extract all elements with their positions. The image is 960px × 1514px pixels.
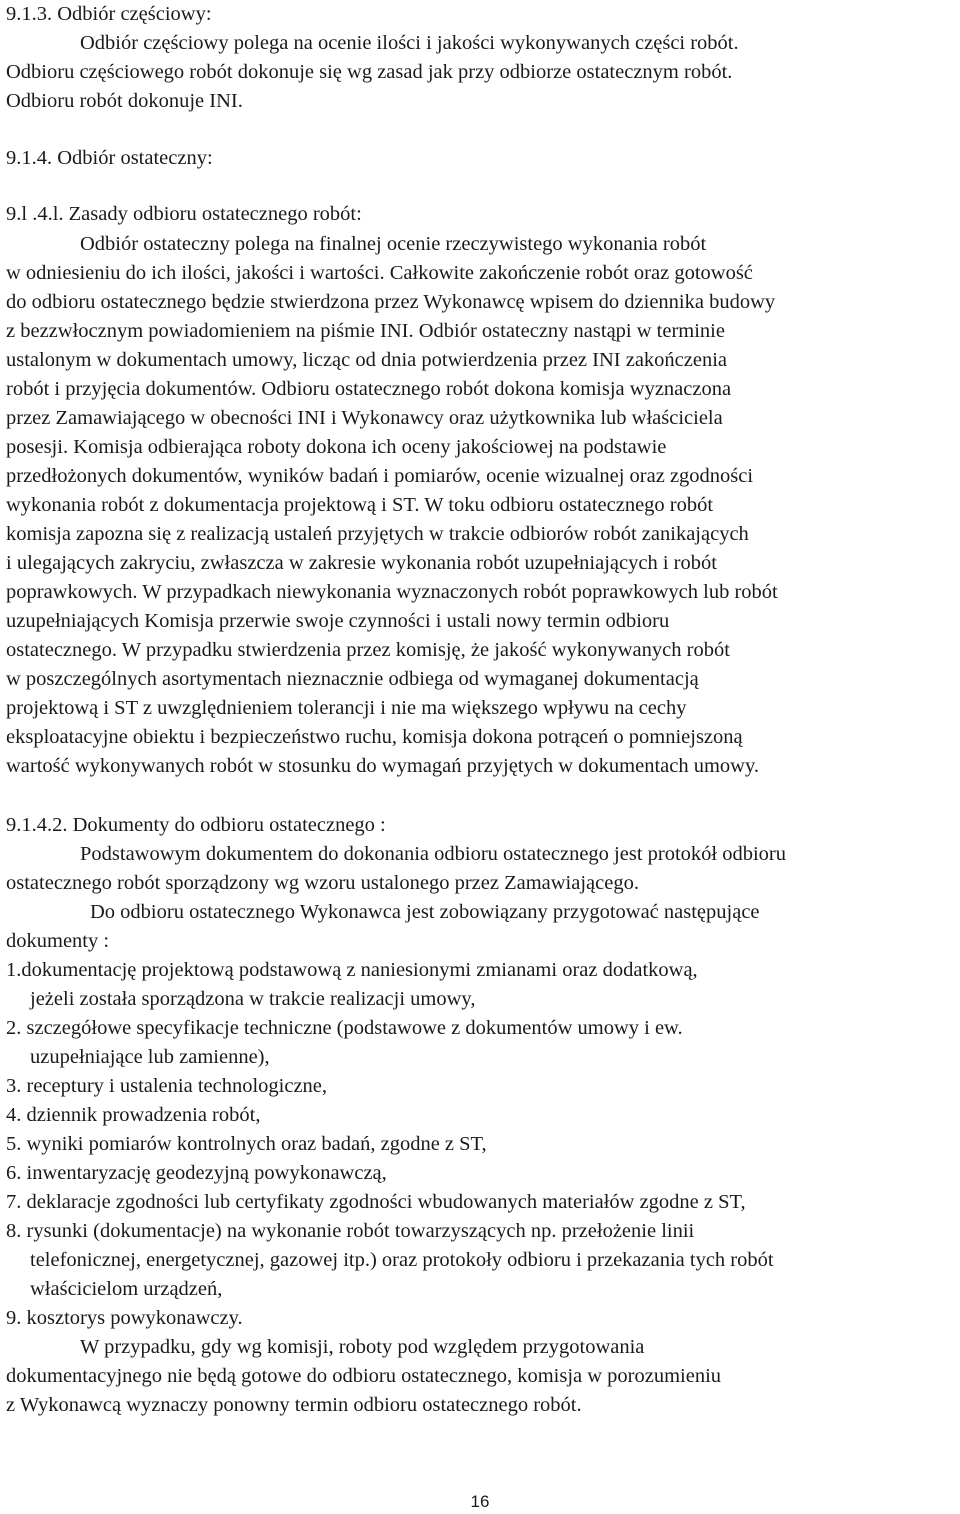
list-item: 2. szczegółowe specyfikacje techniczne (podstawowe z dokumentów umowy i ew. — [6, 1017, 683, 1039]
list-item: 1.dokumentację projektową podstawową z naniesionymi zmianami oraz dodatkową, — [6, 959, 698, 981]
paragraph-line: robót i przyjęcia dokumentów. Odbioru ostatecznego robót dokona komisja wyznaczona — [6, 378, 732, 400]
list-item-continuation: telefonicznej, energetycznej, gazowej itp.) oraz protokoły odbioru i przekazania tych robót — [30, 1249, 774, 1271]
paragraph-line: i ulegających zakryciu, zwłaszcza w zakresie wykonania robót uzupełniających i robót — [6, 552, 717, 574]
list-item-continuation: jeżeli została sporządzona w trakcie realizacji umowy, — [30, 988, 476, 1010]
paragraph-line: w poszczególnych asortymentach nieznacznie odbiega od wymaganej dokumentacją — [6, 668, 699, 690]
paragraph-line: projektową i ST z uwzględnieniem tolerancji i nie ma większego wpływu na cechy — [6, 697, 687, 719]
paragraph-line: ostatecznego. W przypadku stwierdzenia przez komisję, że jakość wykonywanych robót — [6, 639, 730, 661]
paragraph-line: uzupełniających Komisja przerwie swoje czynności i ustali nowy termin odbioru — [6, 610, 670, 632]
paragraph-line: posesji. Komisja odbierająca roboty dokona ich oceny jakościowej na podstawie — [6, 436, 667, 458]
paragraph-line: przedłożonych dokumentów, wyników badań i pomiarów, ocenie wizualnej oraz zgodności — [6, 465, 754, 487]
paragraph-line: ostatecznego robót sporządzony wg wzoru ustalonego przez Zamawiającego. — [6, 872, 639, 894]
paragraph-line: komisja zapozna się z realizacją ustaleń przyjętych w trakcie odbiorów robót zanikających — [6, 523, 749, 545]
paragraph-line: dokumenty : — [6, 930, 110, 952]
paragraph-line: ustalonym w dokumentach umowy, licząc od dnia potwierdzenia przez INI zakończenia — [6, 349, 728, 371]
list-item: 3. receptury i ustalenia technologiczne, — [6, 1075, 328, 1097]
paragraph-line: wykonania robót z dokumentacja projektową i ST. W toku odbioru ostatecznego robót — [6, 494, 714, 516]
paragraph-line: z bezzwłocznym powiadomieniem na piśmie INI. Odbiór ostateczny nastąpi w terminie — [6, 320, 725, 342]
paragraph-line: z Wykonawcą wyznaczy ponowny termin odbioru ostatecznego robót. — [6, 1394, 582, 1416]
list-item: 5. wyniki pomiarów kontrolnych oraz badań, zgodne z ST, — [6, 1133, 487, 1155]
page-number: 16 — [470, 1492, 490, 1511]
paragraph-line: W przypadku, gdy wg komisji, roboty pod względem przygotowania — [80, 1336, 645, 1358]
paragraph-line: poprawkowych. W przypadkach niewykonania wyznaczonych robót poprawkowych lub robót — [6, 581, 778, 603]
section-heading-9-1-4-2: 9.1.4.2. Dokumenty do odbioru ostatecznego : — [6, 814, 386, 836]
paragraph-line: przez Zamawiającego w obecności INI i Wykonawcy oraz użytkownika lub właściciela — [6, 407, 723, 429]
paragraph-line: wartość wykonywanych robót w stosunku do wymagań przyjętych w dokumentach umowy. — [6, 755, 760, 777]
paragraph-line: do odbioru ostatecznego będzie stwierdzona przez Wykonawcę wpisem do dziennika budowy — [6, 291, 776, 313]
paragraph-line: Odbiór częściowy polega na ocenie ilości i jakości wykonywanych części robót. — [80, 32, 739, 54]
paragraph-line: Podstawowym dokumentem do dokonania odbioru ostatecznego jest protokół odbioru — [80, 843, 786, 865]
list-item: 9. kosztorys powykonawczy. — [6, 1307, 243, 1329]
list-item: 8. rysunki (dokumentacje) na wykonanie robót towarzyszących np. przełożenie linii — [6, 1220, 695, 1242]
paragraph-line: Odbioru częściowego robót dokonuje się wg zasad jak przy odbiorze ostatecznym robót. — [6, 61, 733, 83]
list-item: 7. deklaracje zgodności lub certyfikaty zgodności wbudowanych materiałów zgodne z ST, — [6, 1191, 746, 1213]
paragraph-line: w odniesieniu do ich ilości, jakości i wartości. Całkowite zakończenie robót oraz gotowość — [6, 262, 753, 284]
paragraph-line: dokumentacyjnego nie będą gotowe do odbioru ostatecznego, komisja w porozumieniu — [6, 1365, 722, 1387]
section-heading-9-1-3: 9.1.3. Odbiór częściowy: — [6, 3, 212, 25]
paragraph-line: Do odbioru ostatecznego Wykonawca jest zobowiązany przygotować następujące — [90, 901, 760, 923]
list-item-continuation: uzupełniające lub zamienne), — [30, 1046, 270, 1068]
list-item-continuation: właścicielom urządzeń, — [30, 1278, 223, 1300]
paragraph-line: eksploatacyjne obiektu i bezpieczeństwo ruchu, komisja dokona potrąceń o pomniejszoną — [6, 726, 743, 748]
list-item: 6. inwentaryzację geodezyjną powykonawczą, — [6, 1162, 387, 1184]
paragraph-line: Odbioru robót dokonuje INI. — [6, 90, 243, 112]
section-heading-9-1-4: 9.1.4. Odbiór ostateczny: — [6, 147, 213, 169]
list-item: 4. dziennik prowadzenia robót, — [6, 1104, 261, 1126]
section-heading-9-1-4-1: 9.l .4.l. Zasady odbioru ostatecznego robót: — [6, 203, 362, 225]
paragraph-line: Odbiór ostateczny polega na finalnej ocenie rzeczywistego wykonania robót — [80, 233, 707, 255]
